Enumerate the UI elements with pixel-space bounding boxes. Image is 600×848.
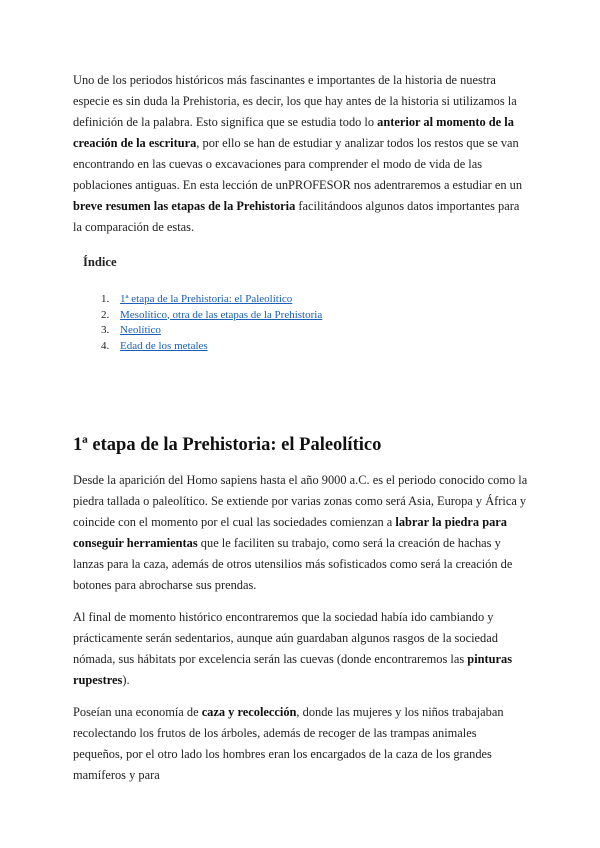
index-item-number: 1. xyxy=(101,293,110,305)
p2-text-1: Al final de momento histórico encontraremos que la sociedad había ido cambiando y prácticamente serán sedentarios, aunque aún guardaban algunos rasgos de la sociedad nómada, sus hábitats por excelencia serán las cuevas (donde encontraremos las xyxy=(73,610,498,666)
index-item xyxy=(101,339,529,355)
paleolitico-paragraph-2 xyxy=(73,607,529,691)
index-item xyxy=(101,292,529,308)
p1-bold-1: labrar la piedra para conseguir herramientas xyxy=(73,515,508,550)
index-item-number: 2. xyxy=(101,308,110,321)
index-item-number: 4. xyxy=(101,339,110,352)
index-link-neolitico[interactable]: Neolítico xyxy=(120,324,161,336)
p3-text-1: Poseían una economía de xyxy=(73,705,202,719)
intro-bold-1: anterior al momento de la creación de la escritura xyxy=(73,115,514,150)
p3-bold-1: caza y recolección xyxy=(201,705,297,719)
index-link-edad-metales[interactable]: Edad de los metales xyxy=(120,339,208,352)
index-item xyxy=(101,308,529,324)
intro-text-3: facilitándoos algunos datos importantes para la comparación de estas. xyxy=(73,199,520,234)
index-item-number: 3. xyxy=(101,324,110,336)
index-item xyxy=(101,323,529,339)
p2-text-2: ). xyxy=(122,673,130,687)
paleolitico-paragraph-1 xyxy=(73,470,529,596)
p1-text-1: Desde la aparición del Homo sapiens hasta el año 9000 a.C. es el periodo conocido como la piedra tallada o paleolítico. Se extiende por varias zonas como será Asia, Europa y África y coincide con el momento por el cual las sociedades comienzan a xyxy=(73,473,528,529)
intro-text-1: Uno de los periodos históricos más fascinantes e importantes de la historia de nuestra especie es sin duda la Prehistoria, es decir, los que hay antes de la historia si utilizamos la definición de la palabra. Esto significa que se estudia todo lo xyxy=(73,73,517,129)
index-list xyxy=(101,292,529,354)
p1-text-2: que le faciliten su trabajo, como será la creación de hachas y lanzas para la caza, además de otros utensilios más sofisticados como será la creación de botones para abrocharse sus prendas. xyxy=(73,536,513,592)
intro-text-2: , por ello se han de estudiar y analizar todos los restos que se van encontrando en las cuevas o excavaciones para comprender el modo de vida de las poblaciones antiguas. En esta lección de unPROFESOR nos adentraremos a estudiar en un xyxy=(73,136,523,192)
section-heading-paleolitico: 1ª etapa de la Prehistoria: el Paleolítico xyxy=(73,435,382,455)
intro-bold-2: breve resumen las etapas de la Prehistoria xyxy=(73,199,296,213)
p3-text-2: , donde las mujeres y los niños trabajaban recolectando los frutos de los árboles, además de recoger de las trampas animales pequeños, por el otro lado los hombres eran los encargados de la caza de los grandes mamíferos y para xyxy=(73,705,504,782)
index-title: Índice xyxy=(83,255,117,269)
document-content xyxy=(73,70,529,786)
index-link-mesolitico[interactable]: Mesolítico, otra de las etapas de la Prehistoria xyxy=(120,308,323,321)
p2-bold-1: pinturas rupestres xyxy=(73,652,513,687)
paleolitico-paragraph-3 xyxy=(73,702,529,786)
index-link-paleolitico[interactable]: 1ª etapa de la Prehistoria: el Paleolítico xyxy=(120,293,293,305)
intro-paragraph xyxy=(73,70,529,238)
